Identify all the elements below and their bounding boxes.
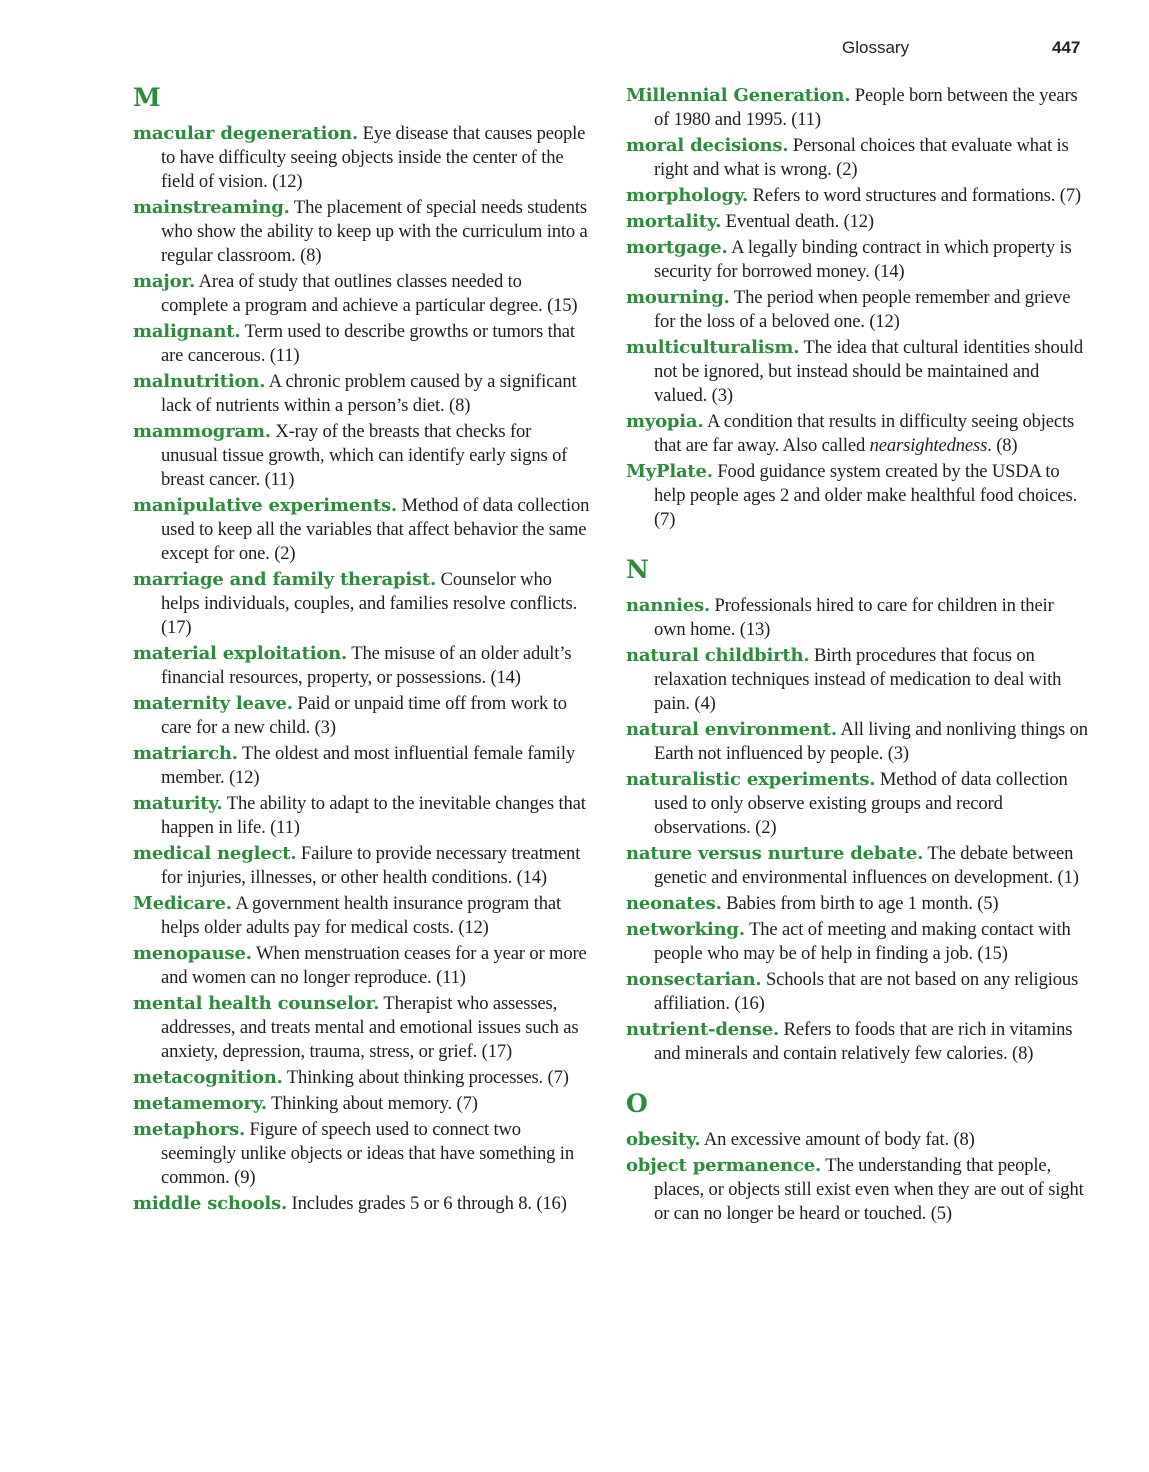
- page-number: 447: [1052, 38, 1081, 57]
- glossary-term: major.: [133, 271, 196, 292]
- glossary-term: middle schools.: [133, 1193, 288, 1214]
- glossary-entry: [133, 942, 591, 990]
- glossary-term: mammogram.: [133, 421, 271, 442]
- glossary-term: metacognition.: [133, 1067, 283, 1088]
- glossary-term: menopause.: [133, 943, 252, 964]
- glossary-entry: [626, 286, 1088, 334]
- glossary-term: nutrient-dense.: [626, 1019, 780, 1040]
- glossary-entry: [626, 644, 1088, 716]
- glossary-entry: [626, 1128, 1088, 1152]
- glossary-definition: The ability to adapt to the inevitable changes that happen in life. (11): [161, 793, 586, 838]
- glossary-list-m-left: [133, 122, 591, 1216]
- glossary-entry: [133, 892, 591, 940]
- glossary-entry: [133, 122, 591, 194]
- glossary-term: mourning.: [626, 287, 730, 308]
- glossary-entry: [133, 320, 591, 368]
- glossary-term: morphology.: [626, 185, 749, 206]
- letter-heading-o: O: [626, 1089, 648, 1118]
- glossary-term: Medicare.: [133, 893, 232, 914]
- glossary-term: obesity.: [626, 1129, 701, 1150]
- glossary-definition: Thinking about thinking processes. (7): [286, 1067, 569, 1088]
- glossary-entry: [133, 1118, 591, 1190]
- glossary-definition: Area of study that outlines classes needed to complete a program and achieve a particular degree. (15): [161, 271, 578, 316]
- glossary-entry: [133, 420, 591, 492]
- glossary-entry: [626, 918, 1088, 966]
- glossary-definition: Refers to foods that are rich in vitamins and minerals and contain relatively few calories. (8): [654, 1019, 1073, 1064]
- glossary-term: naturalistic experiments.: [626, 769, 876, 790]
- glossary-term: maturity.: [133, 793, 223, 814]
- glossary-term: medical neglect.: [133, 843, 297, 864]
- glossary-definition: Method of data collection used to keep all the variables that affect behavior the same except for one. (2): [161, 495, 590, 564]
- glossary-entry: [626, 1018, 1088, 1066]
- glossary-term: natural environment.: [626, 719, 837, 740]
- glossary-definition: A legally binding contract in which property is security for borrowed money. (14): [654, 237, 1072, 282]
- glossary-term: moral decisions.: [626, 135, 789, 156]
- glossary-definition: Babies from birth to age 1 month. (5): [726, 893, 999, 914]
- glossary-entry: [626, 892, 1088, 916]
- glossary-entry: [626, 336, 1088, 408]
- glossary-definition: The idea that cultural identities should not be ignored, but instead should be maintained and valued. (3): [654, 337, 1083, 406]
- glossary-term: metamemory.: [133, 1093, 267, 1114]
- glossary-definition: All living and nonliving things on Earth not influenced by people. (3): [654, 719, 1088, 764]
- glossary-term: maternity leave.: [133, 693, 293, 714]
- glossary-definition: Professionals hired to care for children in their own home. (13): [654, 595, 1054, 640]
- glossary-definition: Eye disease that causes people to have difficulty seeing objects inside the center of the field of vision. (12): [161, 123, 586, 192]
- glossary-entry: [133, 642, 591, 690]
- glossary-entry: [133, 568, 591, 640]
- glossary-term: marriage and family therapist.: [133, 569, 437, 590]
- glossary-term: mainstreaming.: [133, 197, 290, 218]
- glossary-definition: Figure of speech used to connect two seemingly unlike objects or ideas that have something in common. (9): [161, 1119, 574, 1188]
- glossary-definition: A government health insurance program that helps older adults pay for medical costs. (12): [161, 893, 562, 938]
- glossary-term: MyPlate.: [626, 461, 713, 482]
- glossary-italic-term: nearsightedness: [869, 435, 988, 456]
- glossary-entry: [626, 594, 1088, 642]
- glossary-entry: [133, 992, 591, 1064]
- glossary-entry: [133, 742, 591, 790]
- glossary-entry: [133, 494, 591, 566]
- glossary-definition: Food guidance system created by the USDA to help people ages 2 and older make healthful food choices. (7): [654, 461, 1078, 530]
- glossary-entry: [626, 410, 1088, 458]
- glossary-entry: [626, 210, 1088, 234]
- right-column: [626, 84, 1088, 1228]
- letter-heading-n: N: [626, 555, 649, 584]
- glossary-term: multiculturalism.: [626, 337, 800, 358]
- glossary-definition: Paid or unpaid time off from work to care for a new child. (3): [161, 693, 567, 738]
- glossary-term: manipulative experiments.: [133, 495, 397, 516]
- glossary-definition: Refers to word structures and formations. (7): [752, 185, 1081, 206]
- glossary-term: nannies.: [626, 595, 711, 616]
- glossary-entry: [626, 134, 1088, 182]
- glossary-entry: [133, 270, 591, 318]
- glossary-entry: [626, 718, 1088, 766]
- glossary-term: myopia.: [626, 411, 704, 432]
- glossary-definition: Counselor who helps individuals, couples, and families resolve conflicts. (17): [161, 569, 578, 638]
- glossary-definition: People born between the years of 1980 and 1995. (11): [654, 85, 1078, 130]
- glossary-definition: Schools that are not based on any religious affiliation. (16): [654, 969, 1079, 1014]
- glossary-term: object permanence.: [626, 1155, 822, 1176]
- letter-heading-m: M: [133, 83, 161, 112]
- glossary-term: macular degeneration.: [133, 123, 359, 144]
- glossary-entry: [133, 196, 591, 268]
- glossary-list-m-right: [626, 84, 1088, 532]
- glossary-definition: The misuse of an older adult’s financial resources, property, or possessions. (14): [161, 643, 572, 688]
- glossary-entry: [133, 1192, 591, 1216]
- section-gap: [626, 1068, 1088, 1090]
- glossary-entry: [626, 184, 1088, 208]
- glossary-definition: An excessive amount of body fat. (8): [703, 1129, 975, 1150]
- glossary-definition: A chronic problem caused by a significant lack of nutrients within a person’s diet. (8): [161, 371, 577, 416]
- glossary-definition: Failure to provide necessary treatment for injuries, illnesses, or other health conditions. (14): [161, 843, 581, 888]
- glossary-entry: [133, 370, 591, 418]
- glossary-entry: [133, 1092, 591, 1116]
- glossary-entry: [626, 236, 1088, 284]
- glossary-definition: The debate between genetic and environmental influences on development. (1): [654, 843, 1079, 888]
- glossary-definition: When menstruation ceases for a year or more and women can no longer reproduce. (11): [161, 943, 587, 988]
- section-gap: [626, 534, 1088, 556]
- glossary-definition: Term used to describe growths or tumors that are cancerous. (11): [161, 321, 575, 366]
- glossary-definition: X-ray of the breasts that checks for unusual tissue growth, which can identify early signs of breast cancer. (11): [161, 421, 568, 490]
- glossary-entry: [133, 842, 591, 890]
- glossary-term: mortality.: [626, 211, 722, 232]
- glossary-term: mental health counselor.: [133, 993, 380, 1014]
- glossary-entry: [626, 84, 1088, 132]
- glossary-term: natural childbirth.: [626, 645, 810, 666]
- glossary-term: networking.: [626, 919, 745, 940]
- glossary-entry: [626, 460, 1088, 532]
- page-header: [0, 36, 1149, 62]
- glossary-definition: Personal choices that evaluate what is right and what is wrong. (2): [654, 135, 1069, 180]
- section-title: Glossary: [842, 38, 910, 57]
- glossary-definition: Birth procedures that focus on relaxation techniques instead of medication to deal with pain. (4): [654, 645, 1062, 714]
- glossary-entry: [133, 692, 591, 740]
- glossary-term: nonsectarian.: [626, 969, 762, 990]
- glossary-definition: The understanding that people, places, or objects still exist even when they are out of sight or can no longer be heard or touched. (5): [654, 1155, 1084, 1224]
- glossary-entry: [626, 968, 1088, 1016]
- glossary-term: mortgage.: [626, 237, 728, 258]
- glossary-term: malignant.: [133, 321, 241, 342]
- glossary-entry: [626, 842, 1088, 890]
- glossary-definition: The placement of special needs students who show the ability to keep up with the curriculum into a regular classroom. (8): [161, 197, 588, 266]
- glossary-term: matriarch.: [133, 743, 238, 764]
- glossary-term: nature versus nurture debate.: [626, 843, 924, 864]
- glossary-entry: [133, 1066, 591, 1090]
- glossary-term: malnutrition.: [133, 371, 266, 392]
- glossary-definition: The act of meeting and making contact with people who may be of help in finding a job. (15): [654, 919, 1071, 964]
- glossary-term: material exploitation.: [133, 643, 348, 664]
- left-column: [133, 84, 591, 1218]
- glossary-definition: The oldest and most influential female family member. (12): [161, 743, 575, 788]
- glossary-term: Millennial Generation.: [626, 85, 851, 106]
- glossary-definition-suffix: . (8): [987, 435, 1018, 456]
- glossary-definition: Includes grades 5 or 6 through 8. (16): [291, 1193, 567, 1214]
- glossary-entry: [626, 768, 1088, 840]
- glossary-definition: Method of data collection used to only observe existing groups and record observations. (2): [654, 769, 1068, 838]
- glossary-entry: [133, 792, 591, 840]
- glossary-term: metaphors.: [133, 1119, 246, 1140]
- glossary-entry: [626, 1154, 1088, 1226]
- glossary-definition: Thinking about memory. (7): [271, 1093, 478, 1114]
- glossary-definition: Eventual death. (12): [725, 211, 874, 232]
- glossary-list-n: [626, 594, 1088, 1066]
- glossary-definition: The period when people remember and grieve for the loss of a beloved one. (12): [654, 287, 1071, 332]
- glossary-term: neonates.: [626, 893, 722, 914]
- glossary-definition: A condition that results in difficulty seeing objects that are far away. Also called: [654, 411, 1075, 456]
- glossary-list-o: [626, 1128, 1088, 1226]
- glossary-definition: Therapist who assesses, addresses, and treats mental and emotional issues such as anxiety, depression, trauma, stress, or grief. (17): [161, 993, 579, 1062]
